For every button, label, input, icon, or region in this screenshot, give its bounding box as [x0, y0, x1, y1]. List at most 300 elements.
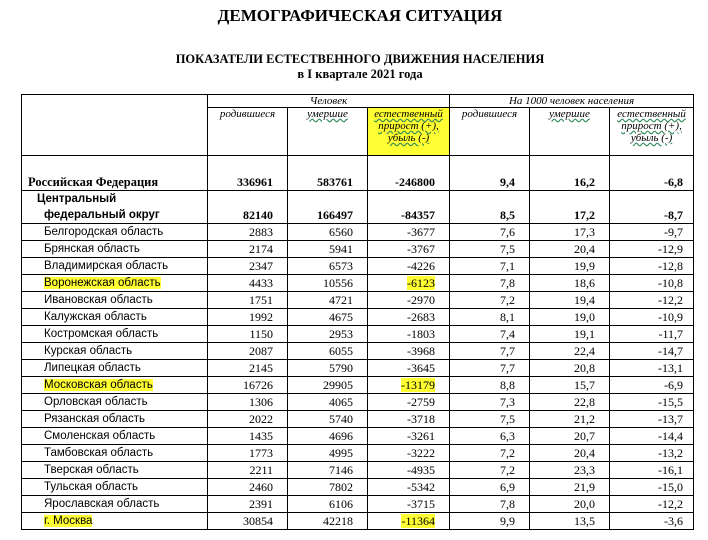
cell-growth-rate — [610, 411, 694, 428]
cell-value: 2347 — [249, 259, 273, 273]
cell-value: 4675 — [329, 310, 353, 324]
cell-value: 4065 — [329, 395, 353, 409]
cell-value: -13,7 — [658, 412, 684, 426]
cell-births-rate — [450, 275, 530, 292]
cell-deaths-rate — [530, 377, 610, 394]
cell-deaths-rate — [530, 394, 610, 411]
table-period: в I квартале 2021 года — [297, 67, 423, 81]
cell-value: -12,2 — [658, 497, 684, 511]
region-name — [22, 360, 208, 377]
region-name-text: Тверская область — [44, 464, 139, 476]
cell-value: 22,8 — [574, 395, 596, 409]
cell-value: 10556 — [323, 276, 353, 290]
cell-births-rate — [450, 411, 530, 428]
cell-deaths — [288, 156, 368, 191]
cell-births-rate — [450, 513, 530, 530]
header-natural-growth-rate-text: естественный прирост (+), убыль (-) — [617, 108, 686, 144]
cell-deaths — [288, 224, 368, 241]
cell-value: 19,1 — [574, 327, 596, 341]
cell-value: 21,9 — [574, 480, 596, 494]
cell-deaths — [288, 377, 368, 394]
cell-value: 6055 — [329, 344, 353, 358]
table-row — [22, 343, 694, 360]
cell-value: -9,7 — [664, 225, 684, 239]
region-name — [22, 326, 208, 343]
cell-value: 19,0 — [574, 310, 596, 324]
cell-births-rate — [450, 479, 530, 496]
cell-growth — [368, 394, 450, 411]
cell-births — [208, 191, 288, 224]
cell-value: -3715 — [407, 497, 436, 511]
cell-value: 7,7 — [500, 361, 516, 375]
cell-value: 9,4 — [500, 175, 516, 189]
cell-births — [208, 292, 288, 309]
cell-value: 2211 — [249, 463, 273, 477]
region-name-text: Владимирская область — [44, 260, 169, 272]
cell-growth-rate — [610, 394, 694, 411]
cell-value: 20,8 — [574, 361, 596, 375]
table-row — [22, 275, 694, 292]
cell-value: 7,7 — [500, 344, 516, 358]
cell-growth — [368, 343, 450, 360]
region-name — [22, 513, 208, 530]
cell-deaths-rate — [530, 428, 610, 445]
cell-deaths-rate — [530, 191, 610, 224]
cell-deaths-rate — [530, 224, 610, 241]
cell-births-rate — [450, 326, 530, 343]
page-title: ДЕМОГРАФИЧЕСКАЯ СИТУАЦИЯ — [217, 6, 503, 25]
cell-value: 1306 — [249, 395, 273, 409]
cell-births-rate — [450, 224, 530, 241]
cell-births — [208, 156, 288, 191]
cell-births-rate — [450, 394, 530, 411]
cell-value: 6,9 — [500, 480, 516, 494]
cell-value: 16,2 — [574, 175, 596, 189]
cell-births-rate — [450, 156, 530, 191]
cell-growth-rate — [610, 241, 694, 258]
cell-value: -2683 — [407, 310, 436, 324]
cell-births — [208, 241, 288, 258]
cell-births — [208, 224, 288, 241]
cell-births — [208, 360, 288, 377]
cell-deaths — [288, 258, 368, 275]
cell-births — [208, 445, 288, 462]
region-name-text: Смоленская область — [44, 430, 156, 442]
table-row — [22, 191, 694, 224]
cell-value: -15,5 — [658, 395, 684, 409]
cell-value: 7,1 — [500, 259, 516, 273]
cell-deaths-rate — [530, 326, 610, 343]
cell-births — [208, 411, 288, 428]
cell-value: 6106 — [329, 497, 353, 511]
region-name-text: Тамбовская область — [44, 447, 154, 459]
region-name-text: Ивановская область — [44, 294, 153, 306]
cell-value: -16,1 — [658, 463, 684, 477]
cell-deaths-rate — [530, 479, 610, 496]
cell-growth-rate — [610, 156, 694, 191]
table-row — [22, 224, 694, 241]
cell-value: 30854 — [243, 514, 273, 528]
table-row — [22, 377, 694, 394]
cell-value: 7,3 — [500, 395, 516, 409]
cell-value: 2087 — [249, 344, 273, 358]
region-name-text: г. Москва — [44, 515, 93, 527]
cell-growth-rate — [610, 275, 694, 292]
cell-births — [208, 394, 288, 411]
cell-value: 4696 — [329, 429, 353, 443]
cell-deaths — [288, 191, 368, 224]
cell-births-rate — [450, 360, 530, 377]
cell-deaths-rate — [530, 309, 610, 326]
table-body — [22, 156, 694, 530]
cell-value: -3,6 — [664, 514, 684, 528]
cell-growth-rate — [610, 360, 694, 377]
cell-value: -5342 — [407, 480, 436, 494]
cell-value: 15,7 — [574, 378, 596, 392]
cell-value: -3261 — [407, 429, 436, 443]
cell-deaths-rate — [530, 156, 610, 191]
region-name-text: Курская область — [44, 345, 133, 357]
cell-value: 8,1 — [500, 310, 516, 324]
cell-growth — [368, 445, 450, 462]
cell-value: 7,2 — [500, 463, 516, 477]
cell-value: 7,5 — [500, 242, 516, 256]
cell-value: 16726 — [243, 378, 273, 392]
cell-deaths-rate — [530, 496, 610, 513]
cell-value: -11364 — [401, 514, 436, 528]
cell-deaths — [288, 326, 368, 343]
cell-value: 5941 — [329, 242, 353, 256]
cell-value: -84357 — [401, 208, 436, 222]
cell-births-rate — [450, 309, 530, 326]
cell-deaths — [288, 479, 368, 496]
cell-value: -13,1 — [658, 361, 684, 375]
table-row — [22, 445, 694, 462]
cell-deaths-rate — [530, 258, 610, 275]
cell-value: 21,2 — [574, 412, 596, 426]
cell-value: -1803 — [407, 327, 436, 341]
table-row — [22, 258, 694, 275]
cell-growth-rate — [610, 377, 694, 394]
cell-value: 7,6 — [500, 225, 516, 239]
cell-growth — [368, 275, 450, 292]
cell-value: 18,6 — [574, 276, 596, 290]
cell-growth-rate — [610, 343, 694, 360]
cell-value: 2174 — [249, 242, 273, 256]
cell-deaths-rate — [530, 343, 610, 360]
cell-value: 22,4 — [574, 344, 596, 358]
cell-growth-rate — [610, 224, 694, 241]
table-row — [22, 411, 694, 428]
cell-births-rate — [450, 343, 530, 360]
cell-value: -8,7 — [664, 208, 684, 222]
cell-growth-rate — [610, 292, 694, 309]
header-natural-growth — [368, 108, 450, 156]
cell-births-rate — [450, 241, 530, 258]
region-name — [22, 377, 208, 394]
region-name — [22, 258, 208, 275]
region-name — [22, 428, 208, 445]
cell-value: 2883 — [249, 225, 273, 239]
cell-value: -13179 — [401, 378, 436, 392]
table-row — [22, 309, 694, 326]
cell-deaths — [288, 343, 368, 360]
table-row — [22, 513, 694, 530]
cell-growth — [368, 326, 450, 343]
cell-growth — [368, 479, 450, 496]
region-name — [22, 292, 208, 309]
cell-growth-rate — [610, 479, 694, 496]
table-row — [22, 326, 694, 343]
cell-births-rate — [450, 292, 530, 309]
cell-deaths — [288, 462, 368, 479]
cell-value: -10,8 — [658, 276, 684, 290]
cell-value: -12,2 — [658, 293, 684, 307]
cell-value: 7802 — [329, 480, 353, 494]
cell-value: 19,9 — [574, 259, 596, 273]
cell-value: -2759 — [407, 395, 436, 409]
cell-births — [208, 479, 288, 496]
cell-births — [208, 428, 288, 445]
cell-deaths — [288, 428, 368, 445]
cell-growth-rate — [610, 513, 694, 530]
cell-value: -3968 — [407, 344, 436, 358]
header-group-per1000: На 1000 человек населения — [450, 95, 694, 108]
region-name-text: Костромская область — [44, 328, 159, 340]
cell-value: -3718 — [407, 412, 436, 426]
cell-births — [208, 377, 288, 394]
cell-deaths-rate — [530, 513, 610, 530]
header-deaths-rate-text: умершие — [549, 108, 590, 120]
region-name-line1: Центральный — [37, 193, 117, 205]
cell-value: 2953 — [329, 327, 353, 341]
cell-value: 5790 — [329, 361, 353, 375]
cell-growth — [368, 241, 450, 258]
region-name-text: Калужская область — [44, 311, 147, 323]
cell-deaths — [288, 275, 368, 292]
region-name-line2: федеральный округ — [44, 209, 160, 221]
cell-value: 19,4 — [574, 293, 596, 307]
cell-value: 7,2 — [500, 446, 516, 460]
cell-growth-rate — [610, 496, 694, 513]
table-row — [22, 156, 694, 191]
cell-value: 1751 — [249, 293, 273, 307]
region-name-text: Липецкая область — [44, 362, 141, 374]
cell-value: 2145 — [249, 361, 273, 375]
table-title: ПОКАЗАТЕЛИ ЕСТЕСТВЕННОГО ДВИЖЕНИЯ НАСЕЛЕНИЯ — [175, 52, 545, 66]
region-name — [22, 394, 208, 411]
cell-value: 6573 — [329, 259, 353, 273]
header-deaths-text: умершие — [307, 108, 348, 120]
region-name — [22, 191, 208, 224]
region-name-text: Российская Федерация — [28, 175, 159, 189]
cell-value: -10,9 — [658, 310, 684, 324]
cell-value: 13,5 — [574, 514, 596, 528]
region-name — [22, 156, 208, 191]
cell-value: -12,9 — [658, 242, 684, 256]
cell-value: -12,8 — [658, 259, 684, 273]
header-region — [22, 95, 208, 156]
region-name-text: Ярославская область — [44, 498, 160, 510]
cell-deaths — [288, 360, 368, 377]
table-row — [22, 292, 694, 309]
cell-value: -4226 — [407, 259, 436, 273]
region-name-text: Воронежская область — [44, 277, 161, 289]
region-name — [22, 224, 208, 241]
cell-growth — [368, 309, 450, 326]
cell-value: 8,5 — [500, 208, 516, 222]
cell-value: 82140 — [243, 208, 273, 222]
cell-value: 20,0 — [574, 497, 596, 511]
region-name — [22, 479, 208, 496]
cell-value: -3767 — [407, 242, 436, 256]
cell-value: 7146 — [329, 463, 353, 477]
cell-value: 7,8 — [500, 276, 516, 290]
cell-value: 166497 — [317, 208, 353, 222]
cell-growth-rate — [610, 258, 694, 275]
region-name — [22, 496, 208, 513]
cell-growth-rate — [610, 462, 694, 479]
table-row — [22, 428, 694, 445]
region-name — [22, 462, 208, 479]
cell-value: 7,8 — [500, 497, 516, 511]
cell-value: -15,0 — [658, 480, 684, 494]
cell-births — [208, 462, 288, 479]
table-row — [22, 241, 694, 258]
cell-deaths — [288, 513, 368, 530]
cell-value: 5740 — [329, 412, 353, 426]
cell-value: -3677 — [407, 225, 436, 239]
cell-value: -3645 — [407, 361, 436, 375]
cell-births-rate — [450, 428, 530, 445]
cell-births-rate — [450, 462, 530, 479]
cell-growth-rate — [610, 191, 694, 224]
region-name — [22, 309, 208, 326]
header-group-people: Человек — [208, 95, 450, 108]
cell-value: 29905 — [323, 378, 353, 392]
cell-births-rate — [450, 496, 530, 513]
cell-value: -246800 — [395, 175, 436, 189]
cell-value: 20,4 — [574, 242, 596, 256]
cell-deaths — [288, 309, 368, 326]
cell-value: -11,7 — [658, 327, 684, 341]
cell-value: 7,4 — [500, 327, 516, 341]
region-name — [22, 343, 208, 360]
header-natural-growth-rate — [610, 108, 694, 156]
cell-births-rate — [450, 377, 530, 394]
cell-growth — [368, 377, 450, 394]
cell-growth — [368, 258, 450, 275]
cell-value: 2022 — [249, 412, 273, 426]
table-row — [22, 394, 694, 411]
cell-value: 7,5 — [500, 412, 516, 426]
cell-value: 336961 — [237, 175, 273, 189]
cell-growth-rate — [610, 309, 694, 326]
cell-value: 6,3 — [500, 429, 516, 443]
header-births-rate: родившиеся — [450, 108, 530, 156]
table-row — [22, 496, 694, 513]
table-row — [22, 479, 694, 496]
region-name — [22, 445, 208, 462]
table-row — [22, 360, 694, 377]
cell-value: 4995 — [329, 446, 353, 460]
cell-deaths — [288, 445, 368, 462]
region-name — [22, 275, 208, 292]
cell-value: 2460 — [249, 480, 273, 494]
cell-deaths-rate — [530, 445, 610, 462]
cell-growth — [368, 156, 450, 191]
cell-growth — [368, 462, 450, 479]
cell-growth — [368, 224, 450, 241]
cell-growth-rate — [610, 445, 694, 462]
region-name-text: Брянская область — [44, 243, 140, 255]
cell-births — [208, 258, 288, 275]
cell-growth — [368, 411, 450, 428]
cell-value: -4935 — [407, 463, 436, 477]
cell-value: 8,8 — [500, 378, 516, 392]
cell-deaths — [288, 241, 368, 258]
region-name — [22, 241, 208, 258]
cell-value: 20,7 — [574, 429, 596, 443]
cell-growth — [368, 428, 450, 445]
region-name-text: Орловская область — [44, 396, 148, 408]
cell-births — [208, 326, 288, 343]
header-natural-growth-text: естественный прирост (+), убыль (-) — [374, 108, 443, 144]
cell-value: -6,9 — [664, 378, 684, 392]
cell-deaths-rate — [530, 241, 610, 258]
cell-growth-rate — [610, 428, 694, 445]
region-name-text: Московская область — [44, 379, 153, 391]
cell-births — [208, 496, 288, 513]
cell-growth — [368, 513, 450, 530]
cell-value: 2391 — [249, 497, 273, 511]
cell-growth — [368, 360, 450, 377]
cell-value: -6,8 — [664, 175, 684, 189]
cell-value: -3222 — [407, 446, 436, 460]
cell-births — [208, 343, 288, 360]
cell-births-rate — [450, 191, 530, 224]
cell-deaths-rate — [530, 292, 610, 309]
cell-births-rate — [450, 258, 530, 275]
region-name-text: Тульская область — [44, 481, 139, 493]
cell-births-rate — [450, 445, 530, 462]
cell-value: -2970 — [407, 293, 436, 307]
cell-value: 17,2 — [574, 208, 596, 222]
region-name-text: Рязанская область — [44, 413, 145, 425]
cell-value: -14,4 — [658, 429, 684, 443]
cell-value: 583761 — [317, 175, 353, 189]
cell-value: 1150 — [249, 327, 273, 341]
cell-value: 6560 — [329, 225, 353, 239]
cell-deaths — [288, 411, 368, 428]
cell-value: -6123 — [407, 276, 436, 290]
cell-births — [208, 513, 288, 530]
cell-births — [208, 309, 288, 326]
header-deaths — [288, 108, 368, 156]
cell-value: 20,4 — [574, 446, 596, 460]
cell-births — [208, 275, 288, 292]
cell-value: 1773 — [249, 446, 273, 460]
cell-value: 23,3 — [574, 463, 596, 477]
region-name — [22, 411, 208, 428]
cell-deaths-rate — [530, 411, 610, 428]
cell-value: -13,2 — [658, 446, 684, 460]
cell-deaths — [288, 496, 368, 513]
header-deaths-rate — [530, 108, 610, 156]
cell-value: 1435 — [249, 429, 273, 443]
cell-deaths-rate — [530, 462, 610, 479]
cell-growth — [368, 191, 450, 224]
